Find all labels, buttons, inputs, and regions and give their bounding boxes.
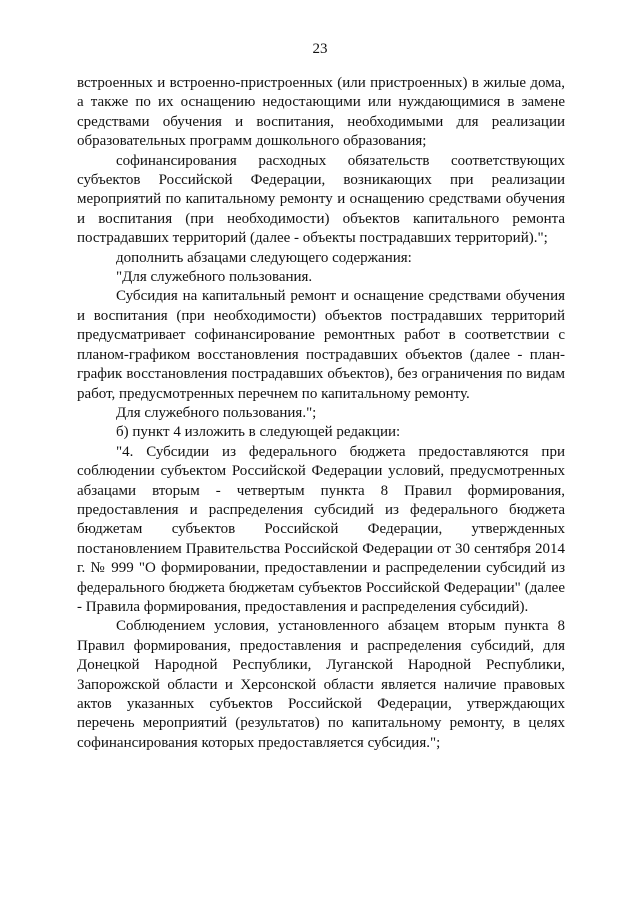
paragraph: Для служебного пользования."; — [116, 404, 317, 421]
paragraph: встроенных и встроенно-пристроенных (или пристроенных) в жилые дома, а также по их оснащению недостающими или нуждающимися в замене средствами обучения и воспитания, необходимыми для реализации образовательных программ дошкольного образования; — [77, 75, 565, 150]
paragraph: софинансирования расходных обязательств соответствующих субъектов Российской Федерации, возникающих при реализации мероприятий по капитальному ремонту и оснащению средствами обучения и воспитания (при необходимости) объектов капитального ремонта пострадавших территорий (далее - объекты пострадавших территорий)."; — [77, 152, 565, 247]
document-body — [77, 74, 565, 753]
paragraph: дополнить абзацами следующего содержания: — [116, 249, 412, 266]
paragraph: Субсидия на капитальный ремонт и оснащение средствами обучения и воспитания (при необходимости) объектов пострадавших территорий предусматривает софинансирование ремонтных работ в соответствии с планом-графиком восстановления пострадавших объектов (далее - план-график восстановления пострадавших объектов), без ограничения по видам работ, предусмотренных перечнем по капитальному ремонту. — [77, 288, 565, 402]
paragraph: "Для служебного пользования. — [116, 269, 313, 286]
page-number: 23 — [312, 41, 328, 57]
paragraph: "4. Субсидии из федерального бюджета предоставляются при соблюдении субъектом Российской Федерации условий, предусмотренных абзацами вторым - четвертым пункта 8 Правил формирования, предоставления и распределения субсидий из федерального бюджета бюджетам субъектов Российской Федерации, утвержденных постановлением Правительства Российской Федерации от 30 сентября 2014 г. № 999 "О формировании, предоставлении и распределении субсидий из федерального бюджета бюджетам субъектов Российской Федерации" (далее - Правила формирования, предоставления и распределения субсидий). — [77, 443, 565, 615]
paragraph: б) пункт 4 изложить в следующей редакции: — [116, 424, 401, 441]
paragraph: Соблюдением условия, установленного абзацем вторым пункта 8 Правил формирования, предоставления и распределения субсидий, для Донецкой Народной Республики, Луганской Народной Республики, Запорожской области и Херсонской области является наличие правовых актов указанных субъектов Российской Федерации, утверждающих перечень мероприятий (результатов) по капитальному ремонту, в целях софинансирования которых предоставляется субсидия."; — [77, 618, 565, 751]
